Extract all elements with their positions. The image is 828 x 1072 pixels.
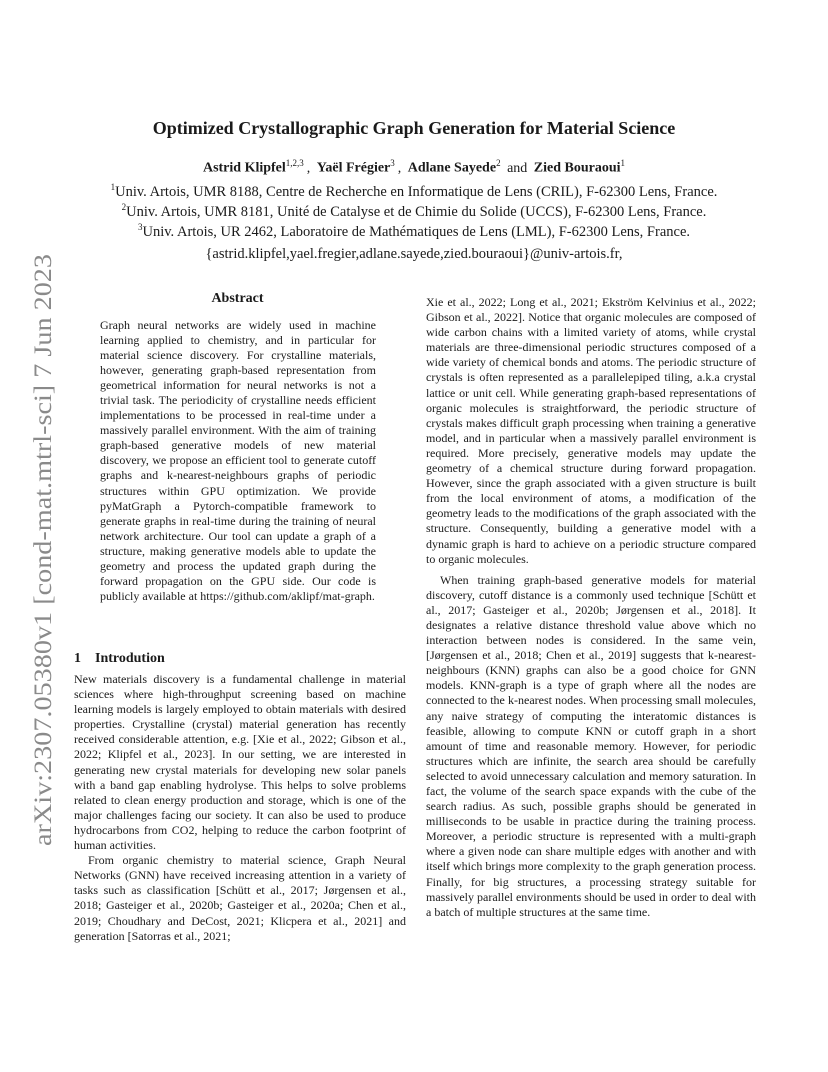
section-title: Introdution	[95, 651, 165, 666]
affiliation-text: Univ. Artois, UMR 8181, Unité de Catalyse et de Chimie du Solide (UCCS), F-62300 Lens, France.	[126, 203, 707, 220]
body-paragraph: From organic chemistry to material science, Graph Neural Networks (GNN) have received increasing attention in a variety of tasks such as classification [Schütt et al., 2017; Jørgensen et al., 2018; Gasteiger et al., 2020b; Gasteiger et al., 2020a; Chen et al., 2019; Choudhary and DeCost, 2021; Klicpera et al., 2021] and generation [Satorras et al., 2021;	[74, 853, 406, 943]
affiliation-line	[0, 222, 828, 241]
affiliation-line	[0, 202, 828, 221]
affiliation-text: Univ. Artois, UR 2462, Laboratoire de Mathématiques de Lens (LML), F-62300 Lens, France.	[142, 223, 691, 240]
section-heading	[74, 651, 414, 667]
author-name: Zied Bouraoui	[533, 160, 621, 176]
affiliation-line	[0, 182, 828, 201]
body-paragraph: New materials discovery is a fundamental challenge in material sciences where high-throughput screening based on machine learning models is largely employed to obtain materials with desired properties. Crystalline (crystal) material generation has recently received considerable attention, e.g. [Xie et al., 2022; Gibson et al., 2022; Klipfel et al., 2023]. In our setting, we are interested in generating new crystal materials for developing new solar panels with a band gap enabling hydrolyse. This helps to solve problems related to clean energy production and storage, which is one of the major challenges facing our society. It can also be used to produce hydrocarbons from CO2, helping to reduce the carbon footprint of human activities.	[74, 672, 406, 853]
author-name: Astrid Klipfel	[202, 160, 286, 176]
author-name: Yaël Frégier	[316, 160, 391, 176]
paper-title: Optimized Crystallographic Graph Generation for Material Science	[152, 118, 676, 138]
section-number: 1	[74, 651, 81, 666]
left-column-body	[74, 672, 406, 944]
arxiv-id-text: arXiv:2307.05380v1 [cond-mat.mtrl-sci] 7 Jun 2023	[28, 310, 57, 846]
body-paragraph: Xie et al., 2022; Long et al., 2021; Ekström Kelvinius et al., 2022; Gibson et al., 2022]. Notice that organic molecules are composed of wide carbon chains with a limited variety of atoms, while crystal materials are three-dimensional periodic structures composed of a wide variety of chemical bonds and atoms. The periodic structure of crystals is often represented as a parallelepiped tiling, a.k.a crystal lattice or unit cell. While generating graph-based representations of organic molecules is straightforward, the periodic structure of crystals makes difficult graph processing when training a generative model, and in particular when a massively parallel environment is required. More precisely, generative models may update the geometry of a chemical structure during forward propagation. However, since the graph associated with a given structure is built from the local environment of atoms, a modification of the geometry leads to the modifications of the graph associated with the structure. Consequently, building a generative model with a dynamic graph is hard to achieve on a periodic structure compared to organic molecules.	[426, 295, 756, 566]
author-affiliation-marker: 1	[620, 158, 626, 168]
author-affiliation-marker: 1,2,3	[285, 158, 304, 168]
right-column-body	[426, 295, 756, 920]
affiliation-text: Univ. Artois, UMR 8188, Centre de Recherche en Informatique de Lens (CRIL), F-62300 Lens, France.	[115, 183, 718, 200]
affiliation-marker: 2	[121, 202, 127, 212]
author-affiliation-marker: 3	[390, 158, 395, 168]
body-paragraph: When training graph-based generative models for material discovery, cutoff distance is a commonly used technique [Schütt et al., 2017; Gasteiger et al., 2020b; Jørgensen et al., 2018]. It designates a relative distance threshold value above which no interaction between nodes is considered. In the same vein, [Jørgensen et al., 2018; Chen et al., 2019] suggests that k-nearest-neighbours (KNN) graphs can also be a good choice for GNN models. KNN-graph is a type of graph where all the nodes are connected to the k-nearest nodes. When processing small molecules, any naive strategy of computing the interatomic distances is feasible, allowing to compute KNN or cutoff graph in a short amount of time and reasonable memory. However, for periodic structures which are infinite, the search area should be carefully selected to avoid unnecessary calculation and memory saturation. In fact, the volume of the search space expands with the cube of the search radius. As such, possible graphs should be generated in milliseconds to be usable in practice during the training process. Moreover, a periodic structure is represented with a multi-graph where a given node can share multiple edges with another and with itself which brings more complexity to the graph generation process. Finally, for big structures, a processing strategy suitable for massively parallel environments should be used in order to deal with a batch of multiple structures at the same time.	[426, 572, 756, 919]
author-conjunction: and	[507, 160, 528, 176]
arxiv-identifier-stamp	[24, 250, 58, 850]
abstract-heading: Abstract	[211, 291, 264, 306]
affiliation-marker: 1	[110, 182, 116, 192]
author-name: Adlane Sayede	[407, 160, 497, 176]
author-emails: {astrid.klipfel,yael.fregier,adlane.sayede,zied.bouraoui}@univ-artois.fr,	[205, 246, 623, 262]
author-affiliation-marker: 2	[496, 158, 501, 168]
abstract-text: Graph neural networks are widely used in machine learning applied to chemistry, and in particular for material science discovery. For crystalline materials, however, generating graph-based representation from geometrical information for neural networks is not a trivial task. The periodicity of crystalline needs efficient implementations to be processed in real-time under a massively parallel environment. With the aim of training graph-based generative models of new material discovery, we propose an efficient tool to generate cutoff graphs and k-nearest-neighbours graphs of periodic structures within GPU optimization. We provide pyMatGraph a Pytorch-compatible framework to generate graphs in real-time during the training of neural network architecture. Our tool can update a graph of a structure, making generative models able to update the geometry and process the updated graph during the forward propagation on the GPU side. Our code is publicly available at https://github.com/aklipf/mat-graph.	[100, 318, 376, 603]
affiliation-marker: 3	[137, 222, 143, 232]
author-list: Astrid Klipfel$^{1,2,3}$ , Yaël Frégier$^3$ , Adlane Sayede$^2$ and Zied Bouraoui$^1$	[202, 158, 626, 176]
arxiv-stamp-graphic	[24, 250, 58, 850]
